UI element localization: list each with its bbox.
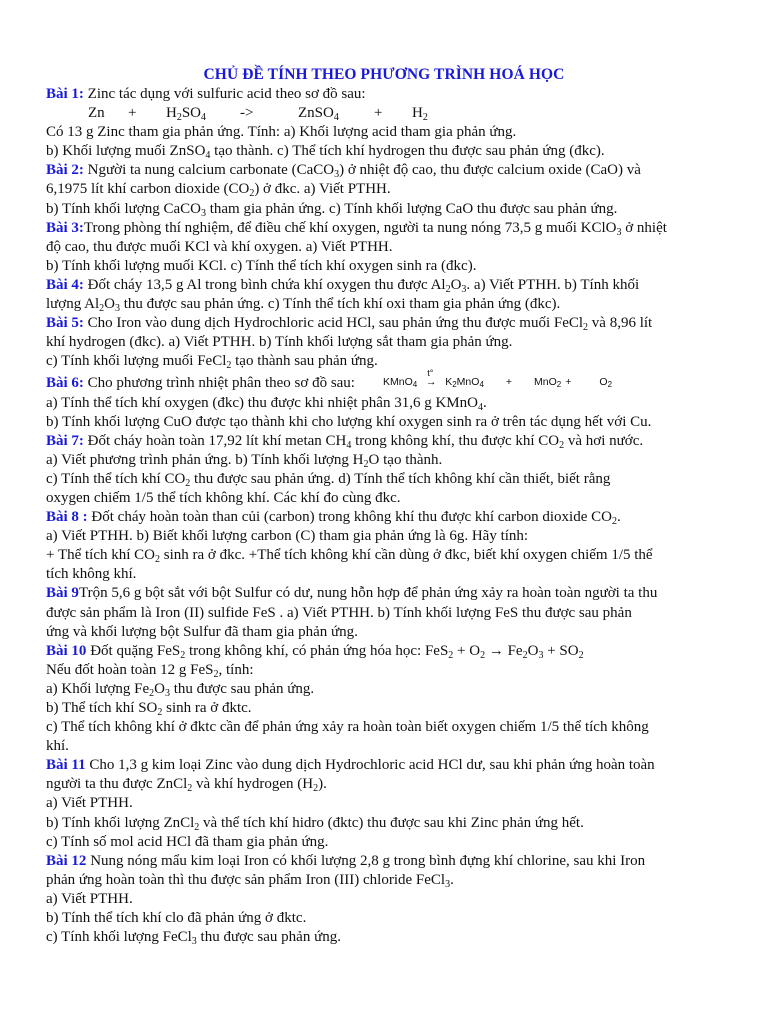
eq-o2 <box>599 373 612 392</box>
h: H <box>412 105 423 122</box>
sub: 4 <box>201 112 207 124</box>
znso: ZnSO <box>298 105 334 122</box>
t: ) ở nhiệt độ cao, thu được calcium oxide (CaO) và <box>339 162 641 179</box>
t: 6,1975 lít khí carbon dioxide (CO <box>46 181 250 198</box>
sub: 3 <box>461 283 467 295</box>
t: O <box>154 680 165 697</box>
bai8-line2: a) Viết PTHH. b) Biết khối lượng carbon (C) tham gia phản ứng là 6g. Hãy tính: <box>46 528 529 545</box>
eq-plus: + <box>565 376 572 389</box>
sub: 2 <box>480 649 486 661</box>
bai9-label: Bài 9 <box>46 585 79 602</box>
sub: 2 <box>559 439 565 451</box>
bai11-line2 <box>46 775 746 794</box>
bai5-line2: khí hydrogen (đkc). a) Viết PTHH. b) Tính khối lượng sắt tham gia phản ứng. <box>46 334 513 351</box>
bai10-line5: c) Thể tích không khí ở đktc cần để phản ứng xảy ra hoàn toàn biết oxygen chiếm 1/5 thể tích không <box>46 719 649 736</box>
sub: 2 <box>187 783 193 795</box>
sub: 2 <box>313 783 319 795</box>
bai12-line3: a) Viết PTHH. <box>46 890 133 907</box>
t: . <box>450 871 454 888</box>
t: b) Tính khối lượng CaCO <box>46 200 201 217</box>
eq-plus: + <box>374 105 383 122</box>
t: thu được sau phản ứng. c) Tính thể tích khí oxi tham gia phản ứng (đkc). <box>120 296 561 313</box>
t: Người ta nung calcium carbonate (CaCO <box>83 162 335 179</box>
bai4-label: Bài 4: <box>46 276 84 293</box>
t: c) Tính khối lượng muối FeCl <box>46 353 227 370</box>
t: + O <box>453 642 481 659</box>
bai10-line6: khí. <box>46 738 69 755</box>
t: ở nhiệt <box>621 219 667 236</box>
bai10-line2 <box>46 661 746 680</box>
sub: 2 <box>249 188 255 200</box>
bai3-label: Bài 3: <box>46 219 84 236</box>
t: K <box>445 376 453 389</box>
eq-plus: + <box>505 376 513 389</box>
bai5-label: Bài 5: <box>46 315 84 332</box>
bai12-line2 <box>46 871 746 890</box>
t: Cho 1,3 g kim loại Zinc vào dung dịch Hydrochloric acid HCl dư, sau khi phản ứng hoàn toàn <box>85 757 655 774</box>
sub: 2 <box>448 649 454 661</box>
sub: 2 <box>556 380 562 390</box>
t: b) Thể tích khí SO <box>46 700 158 716</box>
eq-arrow: -> <box>240 105 254 122</box>
t: sinh ra ở đktc. <box>162 700 252 716</box>
t: Nung nóng mẩu kim loại Iron có khối lượng 2,8 g trong bình đựng khí chlorine, sau khi Iron <box>86 852 646 869</box>
bai10-label: Bài 10 <box>46 642 87 659</box>
t: sinh ra ở đkc. +Thể tích không khí cần dùng ở đkc, biết khí oxygen chiếm 1/5 thể <box>160 547 653 564</box>
bai6-line3: b) Tính khối lượng CuO được tạo thành khi cho lượng khí oxygen sinh ra ở trên tác dụng hết với Cu. <box>46 413 652 430</box>
t: trong không khí, có phản ứng hóa học: FeS <box>185 642 449 659</box>
bai3-line3: b) Tính khối lượng muối KCl. c) Tính thể tích khí oxygen sinh ra (đkc). <box>46 257 477 274</box>
eq-plus: + <box>128 105 137 122</box>
sub: 2 <box>213 668 219 680</box>
eq-zn: Zn <box>88 105 105 122</box>
bai1-label: Bài 1: <box>46 86 84 102</box>
t: O <box>450 276 462 293</box>
t: . a) Viết PTHH. b) Tính khối <box>466 276 640 293</box>
t: và khí hydrogen (H <box>192 776 314 793</box>
t: O <box>599 376 608 389</box>
eq-heat-arrow: t° → <box>417 373 445 392</box>
t: và thể tích khí hidro (đktc) thu được sau khi Zinc phản ứng hết. <box>199 814 584 831</box>
bai10-line1 <box>46 642 746 661</box>
bai5-line1 <box>46 314 746 333</box>
t: Cho phương trình nhiệt phân theo sơ đồ sau: <box>83 375 355 392</box>
sub: 2 <box>452 380 457 390</box>
bai3-line1 <box>46 219 746 238</box>
bai12-line1 <box>46 852 746 871</box>
bai12-label: Bài 12 <box>46 852 87 869</box>
page-title: CHỦ ĐỀ TÍNH THEO PHƯƠNG TRÌNH HOÁ HỌC <box>203 66 565 83</box>
t: O <box>104 296 115 313</box>
sub: 3 <box>164 687 170 699</box>
bai8-label: Bài 8 : <box>46 509 88 526</box>
eq-mno2 <box>534 373 561 392</box>
sub: 3 <box>115 303 120 315</box>
bai11-line1 <box>46 756 746 775</box>
sub: 2 <box>155 554 161 566</box>
t: c) Tính thể tích khí CO <box>46 470 186 487</box>
bai10-line4 <box>46 699 746 718</box>
t: thu được sau phản ứng. d) Tính thể tích không khí cần thiết, biết rằng <box>190 470 611 487</box>
bai9-line2: được sản phẩm là Iron (II) sulfide FeS . a) Viết PTHH. b) Tính khối lượng FeS thu được sau phản <box>46 604 632 621</box>
t: Trong phòng thí nghiệm, để điều chế khí oxygen, người ta nung nóng 73,5 g muối KClO <box>83 219 617 236</box>
eq-znso4 <box>298 104 374 123</box>
t: O tạo thành. <box>368 451 443 468</box>
t: a) Viết phương trình phản ứng. b) Tính khối lượng H <box>46 451 364 468</box>
t: Đốt cháy 13,5 g Al trong bình chứa khí oxygen thu được Al <box>83 276 446 293</box>
bai6-line2 <box>46 394 746 413</box>
sub: 2 <box>422 112 428 124</box>
bai1-line3: Có 13 g Zinc tham gia phản ứng. Tính: a) Khối lượng acid tham gia phản ứng. <box>46 124 517 141</box>
sub: 4 <box>412 380 418 390</box>
eq-kmno4 <box>383 373 417 392</box>
sub: 2 <box>194 821 200 833</box>
t: Đốt cháy hoàn toàn 17,92 lít khí metan CH <box>83 432 347 449</box>
sub: 3 <box>445 878 451 890</box>
sub: 2 <box>157 707 163 718</box>
bai7-line4: oxygen chiếm 1/5 thể tích không khí. Các khí đo cùng đkc. <box>46 489 401 506</box>
eq-h2 <box>412 104 428 123</box>
t: ) ở đkc. a) Viết PTHH. <box>254 181 391 198</box>
t: tham gia phản ứng. c) Tính khối lượng CaO thu được sau phản ứng. <box>205 200 618 217</box>
bai2-label: Bài 2: <box>46 162 84 179</box>
sub: 2 <box>176 112 182 124</box>
bai12-line4: b) Tính thể tích khí clo đã phản ứng ở đktc. <box>46 910 307 927</box>
sub: 2 <box>99 303 105 315</box>
bai12-line5 <box>46 928 746 947</box>
bai6-line1 <box>46 368 746 393</box>
t: Đốt quặng FeS <box>86 642 181 659</box>
t: + SO <box>543 642 579 659</box>
t: + Thể tích khí CO <box>46 547 156 564</box>
bai1-line1 <box>46 85 746 104</box>
t: người ta thu được ZnCl <box>46 776 188 793</box>
sub: 3 <box>200 207 206 219</box>
t: Trộn 5,6 g bột sắt với bột Sulfur có dư, nung hỗn hợp để phản ứng xảy ra hoàn toàn người ta thu <box>78 585 658 602</box>
sub: 4 <box>477 401 483 413</box>
bai1-intro: Zinc tác dụng với sulfuric acid theo sơ đồ sau: <box>87 86 366 102</box>
bai6-equation <box>382 368 613 394</box>
bai7-line3 <box>46 470 746 489</box>
h: H <box>166 105 177 122</box>
t: O <box>527 642 539 659</box>
t: , tính: <box>218 661 254 678</box>
sub: 2 <box>578 649 584 661</box>
eq-k2mno4 <box>445 373 484 392</box>
bai8-line1 <box>46 508 746 527</box>
bai4-line1 <box>46 276 746 295</box>
bai8-line4: tích không khí. <box>46 566 137 583</box>
reaction-arrow: → <box>485 642 508 659</box>
sub: 4 <box>479 380 484 390</box>
t: ). <box>318 776 327 793</box>
t: a) Khối lượng Fe <box>46 680 150 697</box>
sub: 2 <box>180 649 186 661</box>
t: b) Khối lượng muối ZnSO <box>46 143 206 160</box>
t: . <box>616 509 621 526</box>
bai3-line2: độ cao, thu được muối KCl và khí oxygen. a) Viết PTHH. <box>46 238 393 255</box>
sub: 2 <box>607 380 613 390</box>
t: tạo thành sau phản ứng. <box>231 353 378 370</box>
sub: 2 <box>522 649 528 661</box>
bai11-label: Bài 11 <box>46 757 86 774</box>
bai9-line1 <box>46 584 746 603</box>
bai9-line3: ứng và khối lượng bột Sulfur đã tham gia phản ứng. <box>46 623 358 640</box>
t: c) Tính khối lượng FeCl <box>46 929 192 946</box>
t: trong không khí, thu được khí CO <box>351 432 560 449</box>
bai4-line2 <box>46 295 746 314</box>
eq-h2so4 <box>166 104 240 123</box>
bai7-label: Bài 7: <box>46 432 84 449</box>
t: MnO <box>534 376 557 389</box>
sub: 3 <box>334 169 340 181</box>
bai1-equation <box>46 104 746 123</box>
sub: 4 <box>346 439 352 451</box>
bai8-line3 <box>46 546 746 565</box>
t: b) Tính khối lượng ZnCl <box>46 814 195 831</box>
sub: 3 <box>538 649 544 661</box>
t: Cho Iron vào dung dịch Hydrochloric acid HCl, sau phản ứng thu được muối FeCl <box>83 315 584 332</box>
t: Nếu đốt hoàn toàn 12 g FeS <box>46 661 214 678</box>
bai2-line3 <box>46 200 746 219</box>
t: và 8,96 lít <box>588 315 653 332</box>
sub: 3 <box>191 936 197 948</box>
sub: 2 <box>611 516 617 528</box>
bai6-label: Bài 6: <box>46 375 84 392</box>
bai11-line3: a) Viết PTHH. <box>46 795 133 812</box>
bai10-line3 <box>46 680 746 699</box>
sub: 2 <box>445 283 451 295</box>
so: SO <box>181 105 202 122</box>
t: a) Tính thể tích khí oxygen (đkc) thu được khi nhiệt phân 31,6 g KMnO <box>46 394 478 411</box>
bai11-line4 <box>46 814 746 833</box>
bai11-line5: c) Tính số mol acid HCl đã tham gia phản ứng. <box>46 833 329 850</box>
sub: 4 <box>205 150 211 162</box>
t: thu được sau phản ứng. <box>169 680 315 697</box>
t: t° <box>427 368 434 379</box>
t: KMnO <box>382 376 413 389</box>
sub: 4 <box>333 112 339 124</box>
sub: 3 <box>616 226 622 238</box>
bai7-line1 <box>46 432 746 451</box>
t: Đốt cháy hoàn toàn than củi (carbon) trong không khí thu được khí carbon dioxide CO <box>87 509 612 526</box>
bai2-line2 <box>46 180 746 199</box>
bai5-line3 <box>46 352 746 371</box>
t: thu được sau phản ứng. <box>196 929 341 946</box>
t: . <box>482 394 487 411</box>
bai2-line1 <box>46 161 746 180</box>
sub: 2 <box>185 477 191 489</box>
t: tạo thành. c) Thể tích khí hydrogen thu được sau phản ứng (đkc). <box>210 143 605 160</box>
sub: 2 <box>226 360 232 372</box>
sub: 2 <box>149 687 155 699</box>
t: lượng Al <box>46 296 100 313</box>
t: MnO <box>456 376 480 389</box>
sub: 2 <box>583 322 589 334</box>
t: Fe <box>507 642 523 659</box>
bai1-line4 <box>46 142 746 161</box>
sub: 2 <box>363 458 369 470</box>
t: và hơi nước. <box>564 432 644 449</box>
t: phản ứng hoàn toàn thì thu được sản phẩm Iron (III) chloride FeCl <box>46 871 446 888</box>
exercise-list <box>46 85 746 947</box>
bai7-line2 <box>46 451 746 470</box>
